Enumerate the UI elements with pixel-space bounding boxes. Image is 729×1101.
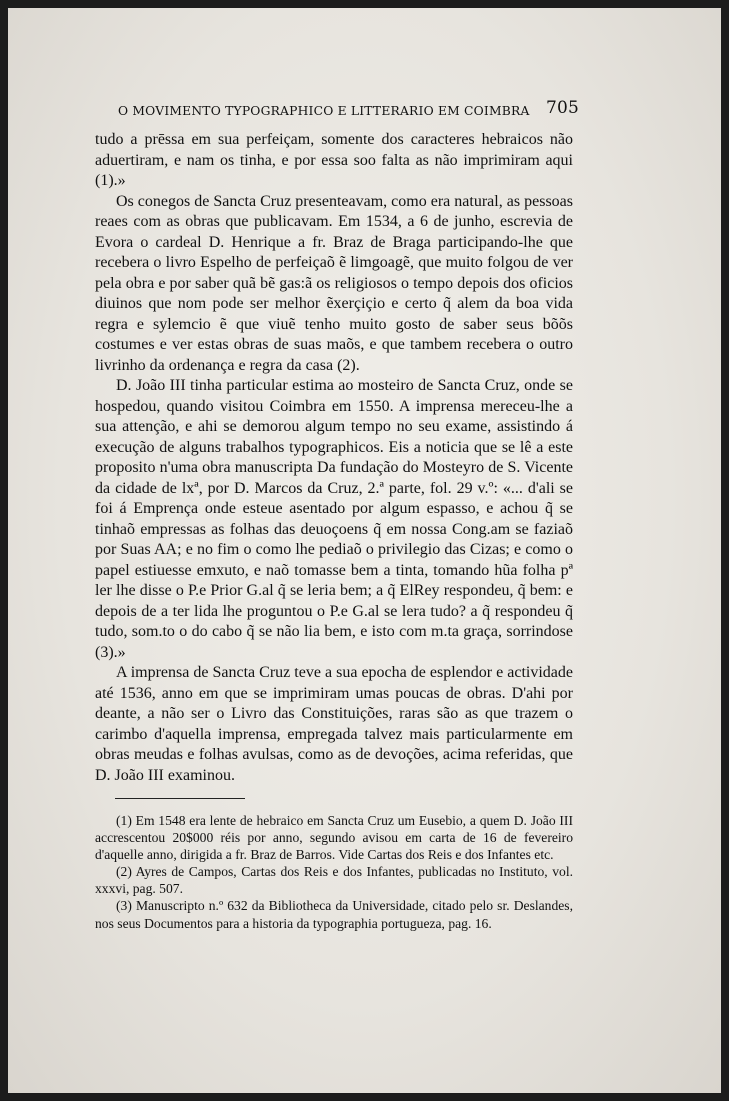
footnote-divider bbox=[115, 798, 245, 799]
footnote: (2) Ayres de Campos, Cartas dos Reis e dos Infantes, publicadas no Instituto, vol. xxxvi, pag. 507. bbox=[95, 864, 573, 897]
paragraph: D. João III tinha particular estima ao mosteiro de Sancta Cruz, onde se hospedou, quando visitou Coimbra em 1550. A imprensa mereceu-lhe a sua attenção, e ahi se demorou algum tempo no seu exame, assistindo á execução de alguns trabalhos typographicos. Eis a noticia que se lê a este proposito n'uma obra manuscripta Da fundação do Mosteyro de S. Vicente da cidade de lxª, por D. Marcos da Cruz, 2.ª parte, fol. 29 v.º: «... d'ali se foi á Emprença onde esteue asentado por algum espasso, e achou q̃ se tinhaõ empressas as folhas das deuoçoens q̃ em nossa Cong.am se faziaõ por Suas AA; e no fim o como lhe pediaõ o privilegio das Cizas; e como o papel estiuesse emxuto, e naõ tomasse bem a tinta, tomando hũa folha pª ler lhe disse o P.e Prior G.al q̃ se leria bem; a q̃ ElRey respondeu, q̃ bem: e depois de a ter lida lhe proguntou o P.e G.al se lera tudo? a q̃ respondeu q̃ tudo, som.to o do cabo q̃ se não lia bem, e isto com m.ta graça, sorrindose (3).» bbox=[95, 377, 573, 661]
header-title: O MOVIMENTO TYPOGRAPHICO E LITTERARIO EM COIMBRA bbox=[118, 104, 530, 118]
paragraph: tudo a prēssa em sua perfeiçam, somente dos caracteres hebraicos não aduertiram, e nam os tinha, e por essa soo falta as não imprimiram aqui (1).» bbox=[95, 131, 573, 189]
paragraph: A imprensa de Sancta Cruz teve a sua epocha de esplendor e actividade até 1536, anno em que se imprimiram umas poucas de obras. D'ahi por deante, a não ser o Livro das Constituições, raras são as que trazem o carimbo d'aquella imprensa, empregada talvez mais particularmente em obras meudas e folhas avulsas, como as de devoções, acima referidas, que D. João III examinou. bbox=[95, 664, 573, 784]
paragraph: Os conegos de Sancta Cruz presenteavam, como era natural, as pessoas reaes com as obras que publicavam. Em 1534, a 6 de junho, escrevia de Evora o cardeal D. Henrique a fr. Braz de Braga participando-lhe que recebera o livro Espelho de perfeiçaõ ẽ limgoagẽ, que muito folgou de ver pela obra e por saber quã bẽ gas:ã os religiosos o tempo depois dos oficios diuinos que nom pode ser melhor ẽxerçiçio e certo q̃ alem da boa vida regra e sylemcio ẽ que viuẽ tenho muito gosto de saber seus bõõs costumes e ver estas obras de suas maõs, e que tambem recebera o outro livrinho da ordenança e regra da casa (2). bbox=[95, 192, 573, 374]
running-header bbox=[118, 100, 579, 120]
footnotes bbox=[95, 812, 573, 932]
footnote: (3) Manuscripto n.º 632 da Bibliotheca da Universidade, citado pelo sr. Deslandes, nos seus Documentos para a historia da typographia portugueza, pag. 16. bbox=[95, 898, 573, 931]
body-text bbox=[95, 130, 573, 786]
page-number: 705 bbox=[545, 98, 579, 118]
footnote: (1) Em 1548 era lente de hebraico em Sancta Cruz um Eusebio, a quem D. João III accrescentou 20$000 réis por anno, segundo avisou em carta de 16 de fevereiro d'aquelle anno, dirigida a fr. Braz de Barros. Vide Cartas dos Reis e dos Infantes etc. bbox=[95, 813, 573, 863]
